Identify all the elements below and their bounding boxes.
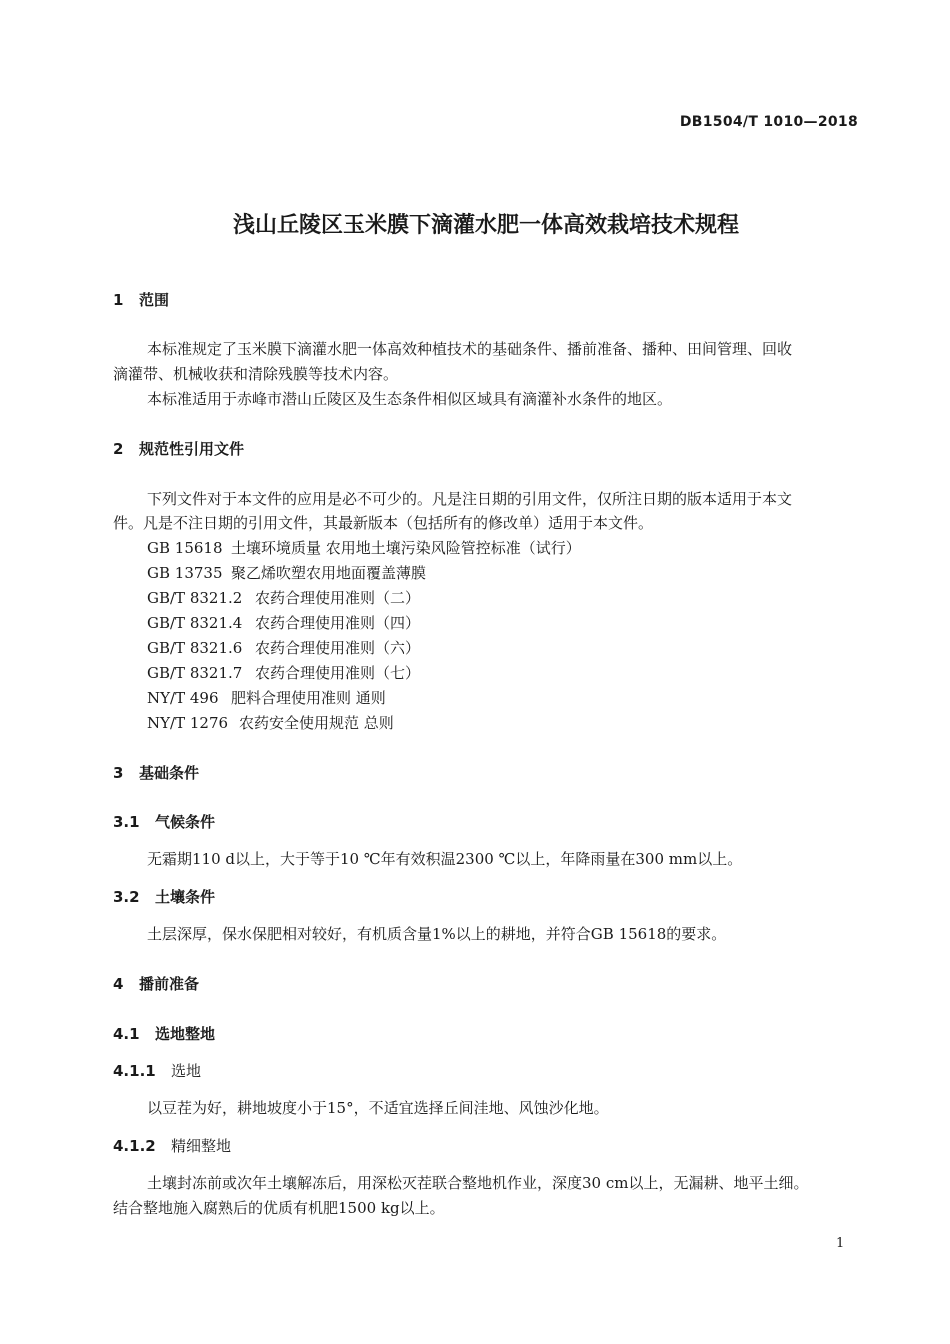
reference-item (147, 662, 420, 683)
section-title: 选地整地 (155, 1025, 216, 1043)
section-number: 4.1.1 (113, 1062, 156, 1080)
section-number: 3.1 (113, 813, 140, 831)
section-2-heading (113, 438, 244, 459)
section-title: 土壤条件 (155, 888, 216, 906)
section-title: 规范性引用文件 (139, 440, 245, 458)
subsection-3-1-heading (113, 811, 215, 832)
reference-item (147, 562, 426, 583)
paragraph: 本标准规定了玉米膜下滴灌水肥一体高效种植技术的基础条件、播前准备、播种、田间管理、回收 (147, 340, 793, 358)
reference-name: 土壤环境质量 农用地土壤污染风险管控标准（试行） (231, 539, 581, 557)
document-title: 浅山丘陵区玉米膜下滴灌水肥一体高效栽培技术规程 (232, 213, 739, 238)
section-number: 3 (113, 764, 124, 782)
reference-code: GB/T 8321.4 (147, 614, 243, 632)
section-1-heading (113, 289, 169, 310)
section-title: 播前准备 (139, 975, 200, 993)
paragraph: 无霜期110 d以上，大于等于10 ℃年有效积温2300 ℃以上，年降雨量在300 mm以上。 (147, 850, 743, 868)
reference-code: NY/T 496 (147, 689, 219, 707)
reference-item (147, 537, 581, 558)
reference-name: 农药合理使用准则（七） (255, 664, 421, 682)
paragraph: 土壤封冻前或次年土壤解冻后，用深松灭茬联合整地机作业，深度30 cm以上，无漏耕、地平土细。 (147, 1174, 809, 1192)
subsection-4-1-heading (113, 1023, 215, 1044)
reference-code: GB/T 8321.7 (147, 664, 243, 682)
section-number: 2 (113, 440, 124, 458)
paragraph: 滴灌带、机械收获和清除残膜等技术内容。 (113, 365, 399, 383)
reference-item (147, 587, 420, 608)
section-number: 4.1 (113, 1025, 140, 1043)
reference-name: 农药安全使用规范 总则 (239, 714, 394, 732)
paragraph: 结合整地施入腐熟后的优质有机肥1500 kg以上。 (113, 1199, 445, 1217)
reference-code: GB/T 8321.2 (147, 589, 243, 607)
section-title: 选地 (171, 1062, 202, 1080)
paragraph: 件。凡是不注日期的引用文件，其最新版本（包括所有的修改单）适用于本文件。 (113, 514, 654, 532)
section-title: 基础条件 (139, 764, 200, 782)
paragraph: 下列文件对于本文件的应用是必不可少的。凡是注日期的引用文件，仅所注日期的版本适用于本文 (147, 490, 793, 508)
reference-code: GB 15618 (147, 539, 223, 557)
reference-code: GB/T 8321.6 (147, 639, 243, 657)
subsection-4-1-2-heading (113, 1135, 231, 1156)
reference-item (147, 712, 394, 733)
reference-item (147, 687, 386, 708)
section-title: 范围 (139, 291, 170, 309)
section-4-heading (113, 973, 199, 994)
paragraph: 土层深厚，保水保肥相对较好，有机质含量1%以上的耕地，并符合GB 15618的要求。 (147, 925, 727, 943)
reference-name: 聚乙烯吹塑农用地面覆盖薄膜 (231, 564, 427, 582)
section-3-heading (113, 762, 199, 783)
reference-item (147, 612, 420, 633)
reference-code: GB 13735 (147, 564, 223, 582)
paragraph: 以豆茬为好，耕地坡度小于15°，不适宜选择丘间洼地、风蚀沙化地。 (147, 1099, 609, 1117)
section-number: 4.1.2 (113, 1137, 156, 1155)
reference-name: 农药合理使用准则（二） (255, 589, 421, 607)
document-id: DB1504/T 1010—2018 (679, 114, 858, 130)
section-number: 1 (113, 291, 124, 309)
section-title: 精细整地 (171, 1137, 232, 1155)
reference-name: 农药合理使用准则（四） (255, 614, 421, 632)
paragraph: 本标准适用于赤峰市潜山丘陵区及生态条件相似区域具有滴灌补水条件的地区。 (147, 390, 673, 408)
reference-name: 肥料合理使用准则 通则 (231, 689, 386, 707)
reference-code: NY/T 1276 (147, 714, 229, 732)
subsection-3-2-heading (113, 886, 215, 907)
page-number: 1 (836, 1236, 845, 1251)
section-number: 3.2 (113, 888, 140, 906)
section-title: 气候条件 (155, 813, 216, 831)
reference-name: 农药合理使用准则（六） (255, 639, 421, 657)
section-number: 4 (113, 975, 124, 993)
subsection-4-1-1-heading (113, 1060, 201, 1081)
reference-item (147, 637, 420, 658)
